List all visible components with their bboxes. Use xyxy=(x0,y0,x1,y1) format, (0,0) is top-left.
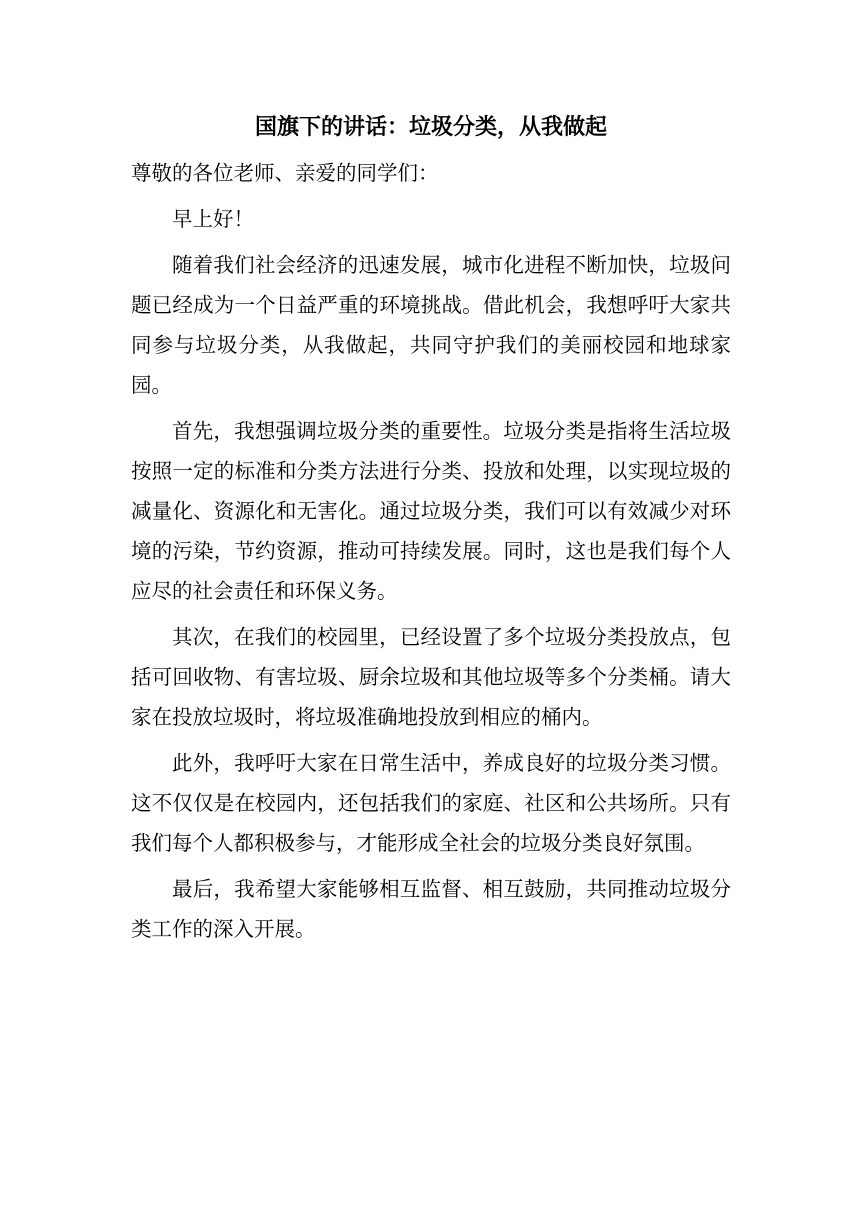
paragraph-campus-bins: 其次，在我们的校园里，已经设置了多个垃圾分类投放点，包括可回收物、有害垃圾、厨余垃圾和其他垃圾等多个分类桶。请大家在投放垃圾时，将垃圾准确地投放到相应的桶内。 xyxy=(131,625,731,729)
document-title: 国旗下的讲话：垃圾分类，从我做起 xyxy=(254,115,607,140)
paragraph-conclusion: 最后，我希望大家能够相互监督、相互鼓励，共同推动垃圾分类工作的深入开展。 xyxy=(131,877,731,941)
salutation: 尊敬的各位老师、亲爱的同学们： xyxy=(131,161,439,185)
paragraph-greeting: 早上好！ xyxy=(172,207,254,231)
paragraph-intro: 随着我们社会经济的迅速发展，城市化进程不断加快，垃圾问题已经成为一个日益严重的环境挑战。借此机会，我想呼吁大家共同参与垃圾分类，从我做起，共同守护我们的美丽校园和地球家园。 xyxy=(131,253,731,397)
paragraph-importance: 首先，我想强调垃圾分类的重要性。垃圾分类是指将生活垃圾按照一定的标准和分类方法进行分类、投放和处理，以实现垃圾的减量化、资源化和无害化。通过垃圾分类，我们可以有效减少对环境的污染，节约资源，推动可持续发展。同时，这也是我们每个人应尽的社会责任和环保义务。 xyxy=(131,419,731,603)
document-body xyxy=(131,153,731,955)
paragraph-daily-habits: 此外，我呼吁大家在日常生活中，养成良好的垃圾分类习惯。这不仅仅是在校园内，还包括我们的家庭、社区和公共场所。只有我们每个人都积极参与，才能形成全社会的垃圾分类良好氛围。 xyxy=(131,751,731,855)
